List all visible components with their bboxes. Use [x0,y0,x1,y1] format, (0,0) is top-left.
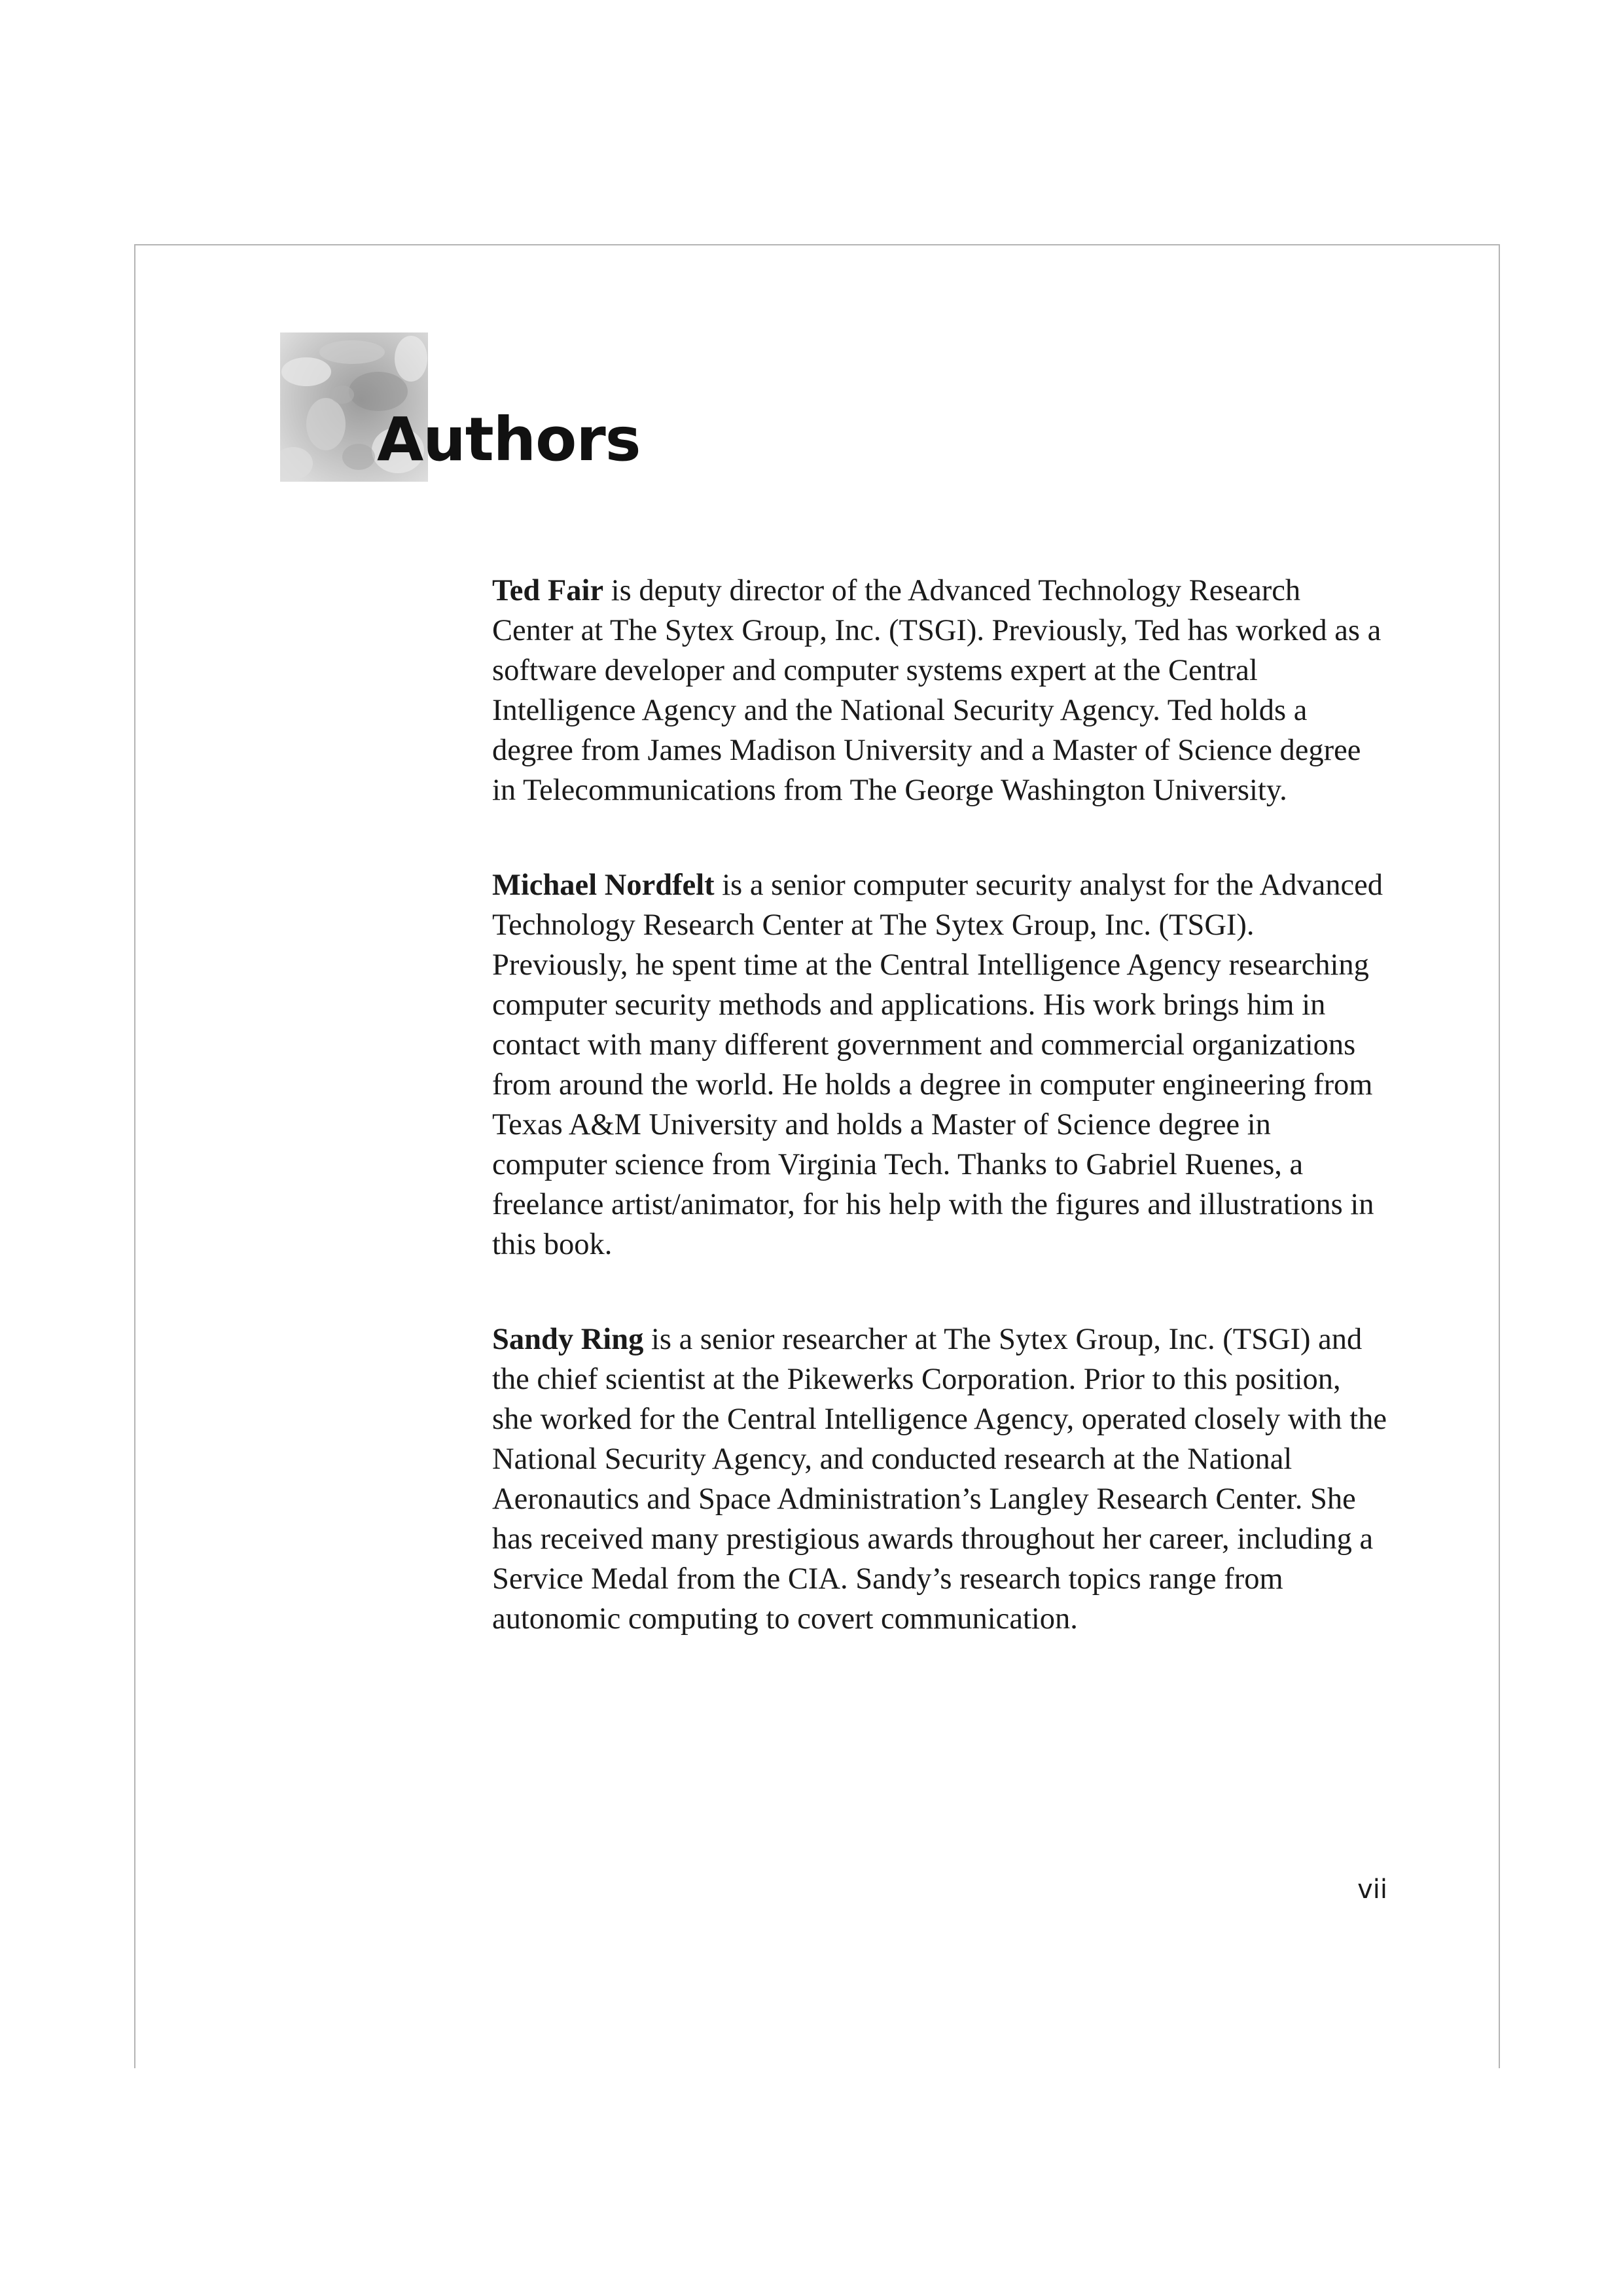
author-bio-text: is a senior researcher at The Sytex Group, Inc. (TSGI) and the chief scientist at the Pikewerks Corporation. Prior to this position, she worked for the Central Intelligence Agency, operated closely with the National Security Agency, and conducted research at the National Aeronautics and Space Administration’s Langley Research Center. She has received many prestigious awards throughout her career, including a Service Medal from the CIA. Sandy’s research topics range from autonomic computing to covert communication. [492,1323,1387,1636]
author-bio [492,865,1389,1265]
page-frame-top-rule [134,244,1500,245]
author-bio [492,571,1389,810]
author-bio [492,1319,1389,1639]
author-name: Ted Fair [492,574,604,607]
page-title: Authors [377,404,641,475]
page-number: vii [1357,1874,1387,1905]
author-name: Michael Nordfelt [492,869,715,902]
page-frame-left-rule [134,244,135,2068]
page-frame-right-rule [1499,244,1500,2068]
author-name: Sandy Ring [492,1323,644,1356]
author-bio-text: is deputy director of the Advanced Technology Research Center at The Sytex Group, Inc. (TSGI). Previously, Ted has worked as a software developer and computer systems expert at the Central Intelligence Agency and the National Security Agency. Ted holds a degree from James Madison University and a Master of Science degree in Telecommunications from The George Washington University. [492,574,1382,807]
author-bios [492,571,1389,1694]
author-bio-text: is a senior computer security analyst for the Advanced Technology Research Center at The Sytex Group, Inc. (TSGI). Previously, he spent time at the Central Intelligence Agency researching computer security methods and applications. His work brings him in contact with many different government and commercial organizations from around the world. He holds a degree in computer engineering from Texas A&M University and holds a Master of Science degree in computer science from Virginia Tech. Thanks to Gabriel Ruenes, a freelance artist/animator, for his help with the figures and illustrations in this book. [492,869,1383,1261]
